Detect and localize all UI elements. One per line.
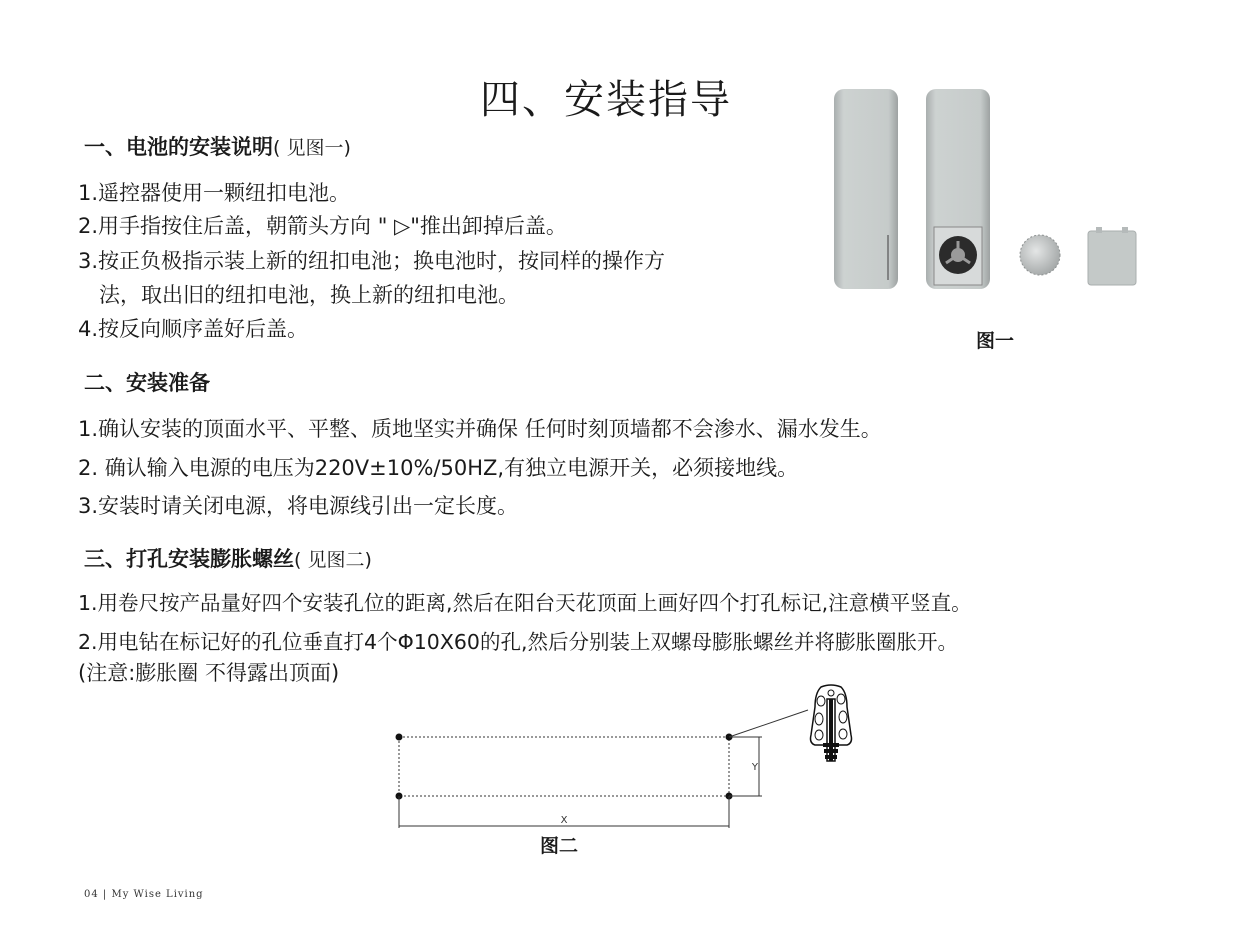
section2-line-3: 3.安装时请关闭电源，将电源线引出一定长度。 (78, 494, 519, 518)
section3-heading-note: ( 见图二) (294, 549, 372, 571)
section1-heading-note: ( 见图一) (273, 137, 351, 159)
section3-line-2: 2.用电钻在标记好的孔位垂直打4个Φ10X60的孔,然后分别装上双螺母膨胀螺丝并将膨胀圈胀开。 (78, 630, 958, 654)
section1-line-2: 2.用手指按住后盖，朝箭头方向 " ▷"推出卸掉后盖。 (78, 214, 567, 238)
figure1-caption: 图一 (976, 330, 1015, 352)
section2-heading: 二、安装准备 (84, 371, 210, 395)
section1-heading (84, 131, 351, 161)
section3-line-1: 1.用卷尺按产品量好四个安装孔位的距离,然后在阳台天花顶面上画好四个打孔标记,注意横平竖直。 (78, 591, 972, 615)
section3-line-3: (注意:膨胀圈 不得露出顶面) (78, 661, 340, 685)
section2-line-2: 2. 确认输入电源的电压为220V±10%/50HZ,有独立电源开关，必须接地线。 (78, 456, 799, 480)
section3-heading-text: 三、打孔安装膨胀螺丝 (84, 547, 294, 571)
section1-line-5: 4.按反向顺序盖好后盖。 (78, 317, 309, 341)
section1-line-1: 1.遥控器使用一颗纽扣电池。 (78, 181, 351, 205)
hole-layout-rect (399, 737, 729, 796)
figure2-diagram (380, 680, 880, 840)
section2-line-1: 1.确认安装的顶面水平、平整、质地坚实并确保 任何时刻顶墙都不会渗水、漏水发生。 (78, 417, 882, 441)
dimension-y-label: Y (751, 762, 758, 773)
page-title: 四、安装指导 (480, 77, 732, 123)
section1-line-4: 法，取出旧的纽扣电池，换上新的纽扣电池。 (99, 283, 519, 307)
expansion-bolt-detail (811, 685, 852, 761)
page-footer: 04 | My Wise Living (84, 889, 204, 900)
section1-line-3: 3.按正负极指示装上新的纽扣电池；换电池时，按同样的操作方 (78, 249, 666, 273)
figure1-illustration (830, 85, 1150, 295)
hole-marker (396, 734, 403, 741)
coin-battery (1020, 235, 1060, 275)
remote-with-cover (834, 89, 898, 289)
figure2-caption: 图二 (540, 835, 579, 857)
back-cover (1088, 227, 1136, 285)
section3-heading (84, 543, 372, 573)
section1-heading-text: 一、电池的安装说明 (84, 135, 273, 159)
remote-open (926, 89, 990, 289)
dimension-x-label: X (560, 815, 568, 826)
